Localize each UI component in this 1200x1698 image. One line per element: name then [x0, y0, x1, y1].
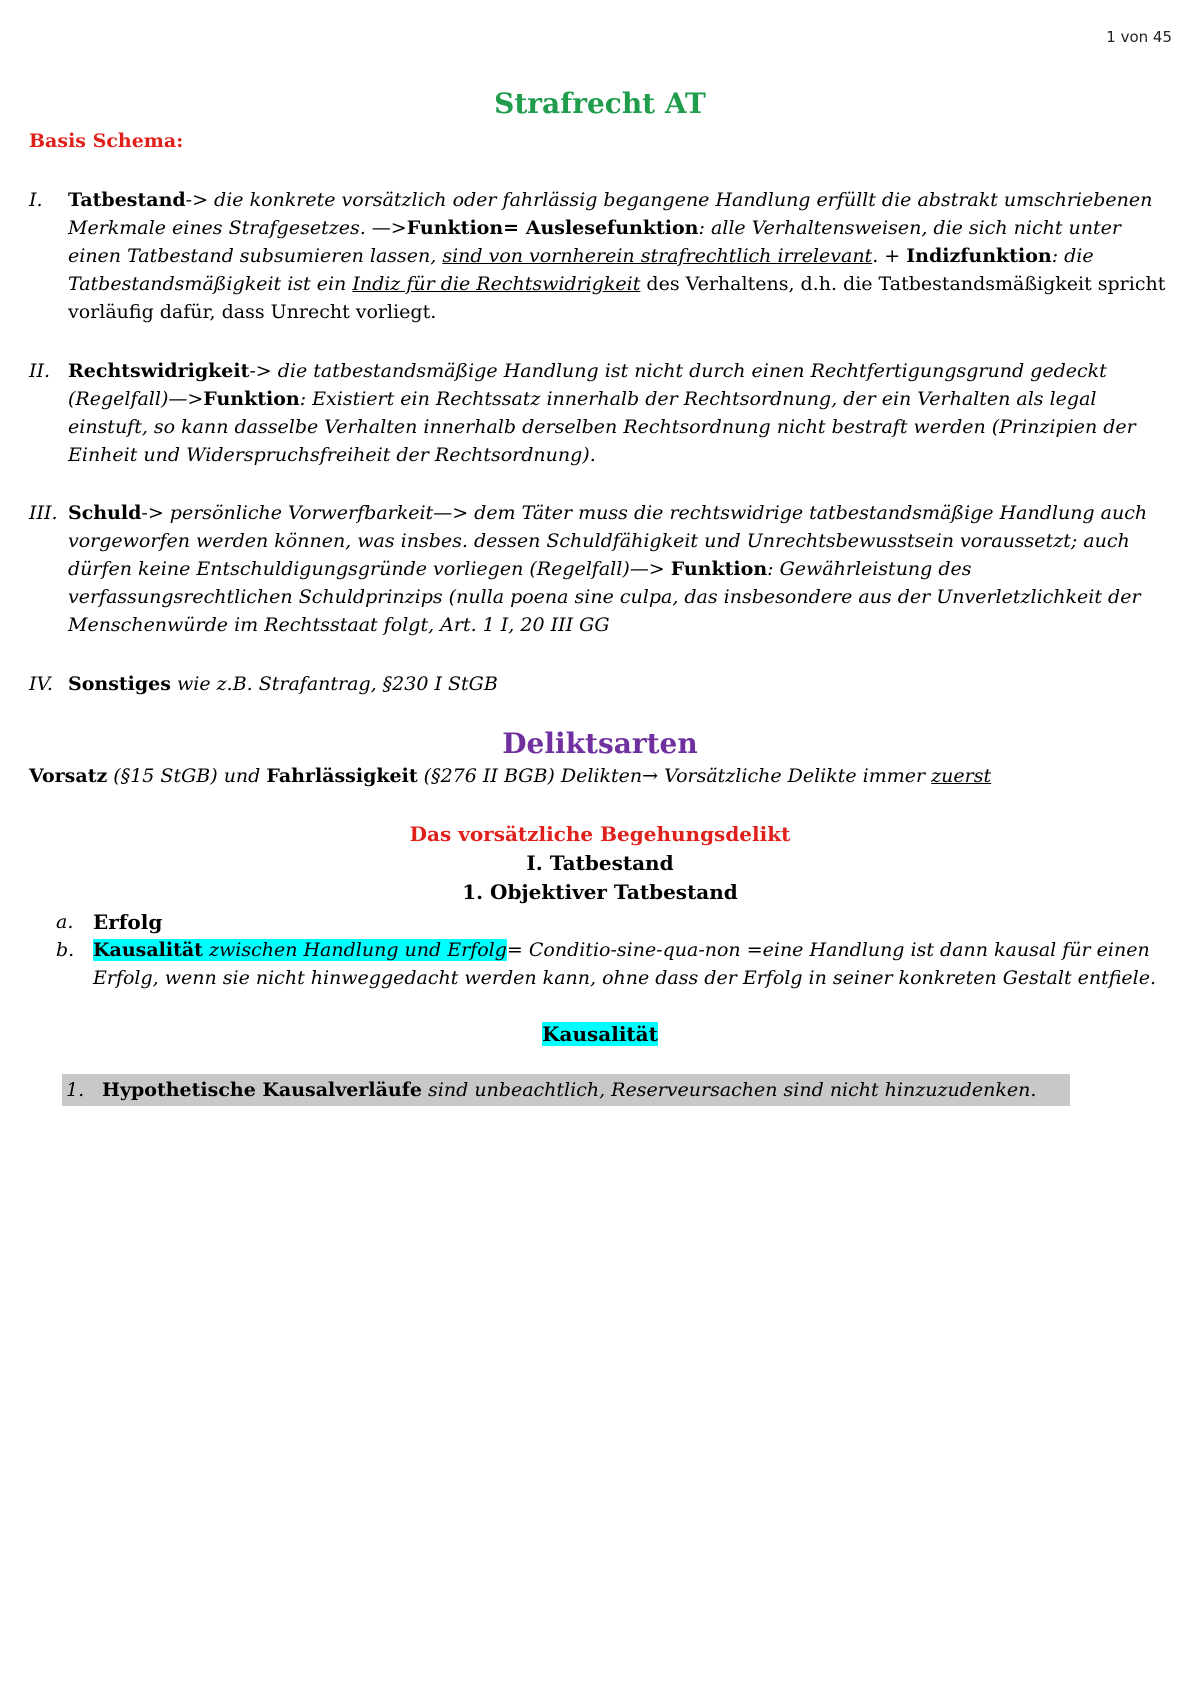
erfolg-label: Erfolg — [93, 910, 163, 934]
list-number: 1. — [66, 1079, 85, 1101]
page-number: 1 von 45 — [1106, 28, 1172, 46]
objektiver-tatbestand-heading: 1. Objektiver Tatbestand — [462, 880, 738, 904]
document-title: Strafrecht AT — [494, 87, 706, 120]
term: Rechtswidrigkeit — [68, 360, 250, 382]
sub-item-erfolg — [56, 908, 1176, 937]
highlighted-text: Kausalität zwischen Handlung und Erfolg — [93, 939, 507, 961]
term: Tatbestand — [68, 189, 186, 211]
list-number: III. — [29, 502, 58, 524]
tatbestand-heading: I. Tatbestand — [526, 851, 674, 875]
schema-item-sonstiges — [29, 670, 1179, 698]
schema-item-tatbestand — [29, 186, 1179, 326]
arrow-icon: → — [642, 765, 659, 787]
hypothetische-kausalverlaeufe-item: 1. Hypothetische Kausalverläufe sind unbeachtlich, Reserveursachen sind nicht hinzuzudenken. — [62, 1074, 1070, 1106]
schema-item-schuld — [29, 499, 1179, 639]
deliktsarten-heading: Deliktsarten — [502, 727, 698, 760]
sub-item-kausalitaet: b. Kausalität zwischen Handlung und Erfolg= Conditio-sine-qua-non =eine Handlung ist dann kausal für einen Erfolg, wenn sie nicht hinweggedacht werden kann, ohne dass der Erfolg in seiner konkreten Gestalt entfiele. — [56, 936, 1176, 992]
list-number: IV. — [29, 673, 53, 695]
item-text: Schuld-> persönliche Vorwerfbarkeit—> dem Täter muss die rechtswidrige tatbestandsmäßige Handlung auch vorgeworfen werden können, was insbes. dessen Schuldfähigkeit und Unrechtsbewusstsein voraussetzt; auch dürfen keine Entschuldigungsgründe vorliegen (Regelfall)—> Funktion: Gewährleistung des verfassungsrechtlichen Schuldprinzips (nulla poena sine culpa, das insbesondere aus der Unverletzlichkeit der Menschenwürde im Rechtsstaat folgt, Art. 1 I, 20 III GG — [68, 502, 1148, 636]
deliktsarten-intro: Vorsatz (§15 StGB) und Fahrlässigkeit (§276 II BGB) Delikten→ Vorsätzliche Delikte immer zuerst — [29, 765, 992, 787]
list-letter: b. — [56, 939, 75, 961]
term: Sonstiges — [68, 673, 171, 695]
term: Schuld — [68, 502, 142, 524]
item-text: Sonstiges wie z.B. Strafantrag, §230 I StGB — [68, 673, 498, 695]
kausalitaet-heading: Kausalität — [542, 1022, 658, 1046]
item-text: Tatbestand-> die konkrete vorsätzlich oder fahrlässig begangene Handlung erfüllt die abstrakt umschriebenen Merkmale eines Strafgesetzes. —>Funktion= Auslesefunktion: alle Verhaltensweisen, die sich nicht unter einen Tatbestand subsumieren lassen, sind von vornherein strafrechtlich irrelevant. + Indizfunktion: die Tatbestandsmäßigkeit ist ein Indiz für die Rechtswidrigkeit des Verhaltens, d.h. die Tatbestandsmäßigkeit spricht vorläufig dafür, dass Unrecht vorliegt. — [68, 189, 1166, 323]
list-number: I. — [29, 189, 43, 211]
item-text: Rechtswidrigkeit-> die tatbestandsmäßige Handlung ist nicht durch einen Rechtfertigungsgrund gedeckt (Regelfall)—>Funktion: Existiert ein Rechtssatz innerhalb der Rechtsordnung, der ein Verhalten als legal einstuft, so kann dasselbe Verhalten innerhalb derselben Rechtsordnung nicht bestraft werden (Prinzipien der Einheit und Widerspruchsfreiheit der Rechtsordnung). — [68, 360, 1136, 466]
schema-item-rechtswidrigkeit — [29, 357, 1179, 469]
begehungsdelikt-heading: Das vorsätzliche Begehungsdelikt — [409, 822, 791, 846]
basis-schema-heading: Basis Schema: — [29, 130, 184, 152]
list-number: II. — [29, 360, 51, 382]
list-letter: a. — [56, 911, 74, 933]
